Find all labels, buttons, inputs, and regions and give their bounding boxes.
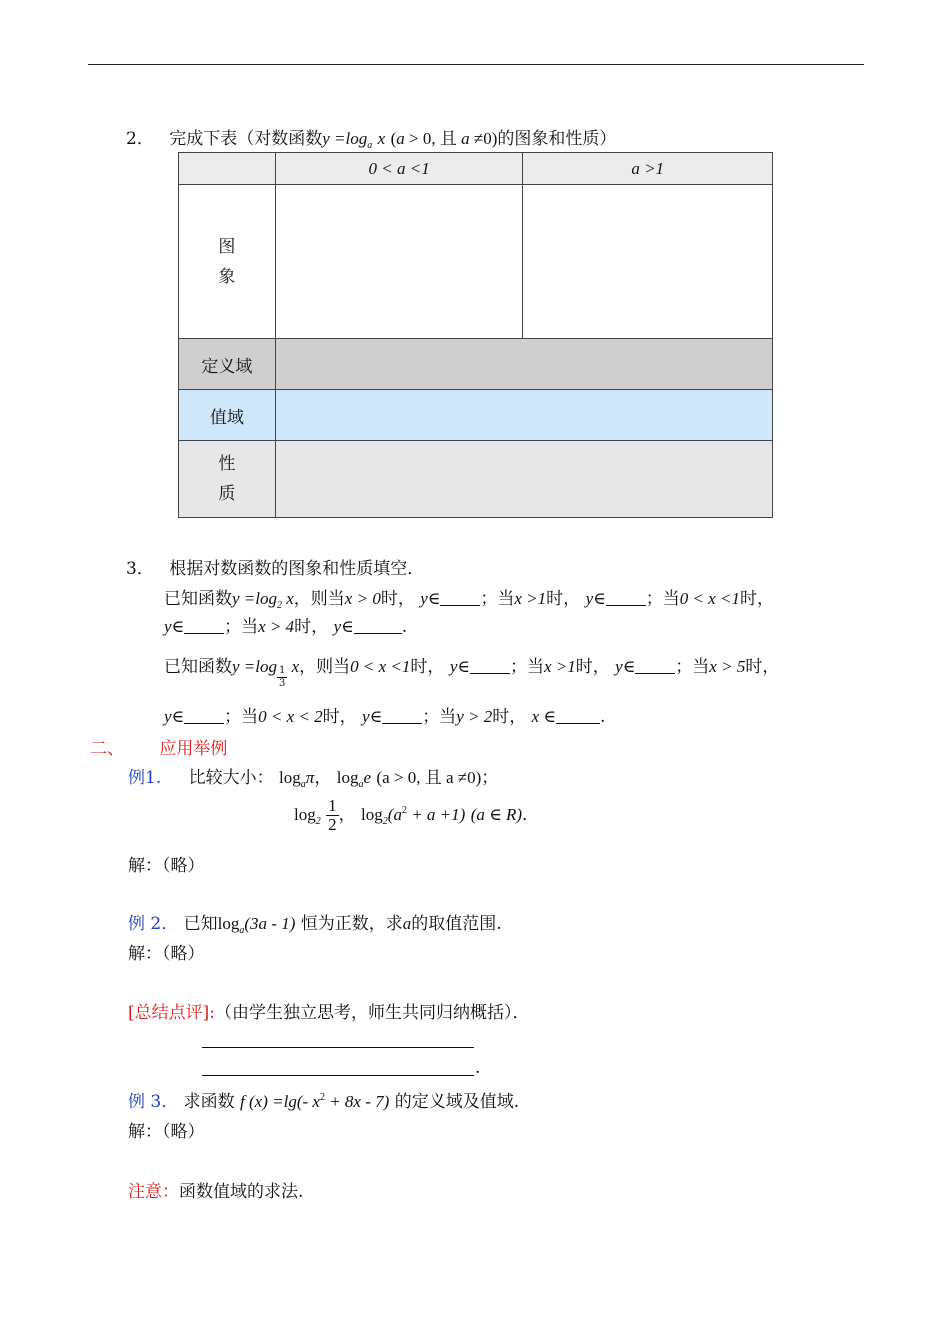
in-symbol: ∈ xyxy=(427,589,441,609)
ex2-solution: 解：（略） xyxy=(128,944,205,964)
q3-l1-cond-3: 0 < x <1 xyxy=(679,589,740,608)
q3-l1-when-2: ；当 xyxy=(480,589,515,609)
in-symbol: ∈ xyxy=(171,707,185,727)
header-blank xyxy=(179,153,276,185)
row-label-domain: 定义域 xyxy=(179,339,276,390)
q3-l4-period: . xyxy=(600,707,606,727)
row-label-props xyxy=(179,441,276,518)
q3-line-4 xyxy=(164,702,605,727)
q2-formula: y =log xyxy=(322,129,368,148)
q3-l3-cond-1: 0 < x <1 xyxy=(350,657,411,676)
ex1-log-2: log xyxy=(336,768,359,787)
answer-blank[interactable] xyxy=(635,659,675,674)
q3-l1-cond-1: x > 0 xyxy=(344,589,381,608)
answer-blank[interactable] xyxy=(354,619,402,634)
q3-l4-shi-2: 时， xyxy=(492,707,527,727)
q3-l3-cond-2: x >1 xyxy=(543,657,576,676)
q3-l1-text-b: ，则当 xyxy=(293,589,345,609)
q3-line-3 xyxy=(164,652,779,690)
answer-blank[interactable] xyxy=(440,591,480,606)
y-symbol: y xyxy=(164,707,172,726)
graph-cell-2[interactable] xyxy=(523,185,773,339)
ex1-log-4: log xyxy=(361,805,383,824)
note-text: 函数值域的求法. xyxy=(179,1182,304,1202)
section-2-title: 应用举例 xyxy=(159,739,228,759)
q3-l3-shi-1: 时， xyxy=(410,657,445,677)
q2-text-b: 的图象和性质） xyxy=(497,129,617,149)
q3-l1-cond-2: x >1 xyxy=(514,589,547,608)
summary-line xyxy=(128,998,530,1023)
ex1-solution: 解：（略） xyxy=(128,856,205,876)
ex1-line-1: 例1. 比较大小： $\log_a\pi$， $\log_ae$ (a > 0, 且 a ≠0)； xyxy=(128,768,499,790)
ex1-line-2: $\log_2$ $\frac{1}{2}$ ， $\log_2(a^2 + a +1)$ (a ∈ R)． xyxy=(294,796,540,834)
q3-title-line xyxy=(126,554,424,579)
answer-blank[interactable] xyxy=(556,709,600,724)
y-symbol: y xyxy=(333,617,342,636)
ex1-frac-den: 2 xyxy=(328,815,337,834)
ex1-fraction xyxy=(326,797,339,834)
ex1-log-4-cond: (a ∈ R) xyxy=(470,805,523,824)
row-label-graph xyxy=(179,185,276,339)
ex2-text-c: 的取值范围. xyxy=(411,914,502,934)
ex2-a: a xyxy=(402,914,412,933)
ex1-log-1: log xyxy=(279,768,301,787)
q2-cond-mid: > 0, 且 xyxy=(404,129,462,148)
ex3-formula: f (x) =lg(- x xyxy=(240,1092,320,1111)
y-symbol: y xyxy=(362,707,370,726)
ex2-log-sub: a xyxy=(239,925,245,936)
ex3-solution: 解：（略） xyxy=(128,1122,205,1142)
graph-cell-1[interactable] xyxy=(275,185,523,339)
ex1-log-4-sup: 2 xyxy=(401,805,407,816)
ex2-text-a: 已知 xyxy=(183,914,218,934)
q2-text-a: 完成下表（对数函数 xyxy=(169,129,323,149)
ex3-text-b: 的定义域及值域. xyxy=(394,1092,520,1112)
q3-l1-shi-2: 时， xyxy=(546,589,581,609)
q2-cond-a2: a xyxy=(461,129,470,148)
q2-line xyxy=(126,124,616,151)
q3-l3-cond-3: x > 5 xyxy=(709,657,746,676)
summary-label: [总结点评]: xyxy=(128,1003,215,1023)
q3-l4-cond-2: y > 2 xyxy=(456,707,493,726)
q3-l2-when: ；当 xyxy=(224,617,259,637)
q2-cond-a1: a xyxy=(396,129,405,148)
row-label-props-2: 质 xyxy=(218,484,236,504)
header-col-1: 0 < a <1 xyxy=(275,153,523,185)
y-symbol: y xyxy=(420,589,428,608)
ex1-log-2-sub: a xyxy=(358,779,364,790)
table-row-domain xyxy=(179,339,773,390)
ex1-log-2-arg: e xyxy=(363,768,371,787)
ex3-line xyxy=(128,1087,519,1112)
in-symbol: ∈ xyxy=(171,617,185,637)
q2-formula-var: x xyxy=(377,129,386,148)
in-symbol: ∈ xyxy=(341,617,354,637)
q3-l3-var: x xyxy=(287,657,300,676)
q3-number: 3． xyxy=(126,559,154,579)
summary-text: （由学生独立思考，师生共同归纳概括）． xyxy=(215,1003,530,1023)
ex1-log-1-arg: π xyxy=(305,768,315,787)
ex1-log-3: log xyxy=(294,805,316,824)
q3-l4-when-2: ；当 xyxy=(422,707,457,727)
section-2-heading xyxy=(90,734,227,759)
x-in-symbol: x ∈ xyxy=(531,707,557,726)
q3-l4-cond-1: 0 < x < 2 xyxy=(258,707,323,726)
ex2-log: log xyxy=(217,914,240,933)
q3-l1-shi-1: 时， xyxy=(380,589,415,609)
q2-number: 2． xyxy=(126,129,154,149)
y-symbol: y xyxy=(615,657,623,676)
q2-formula-sub: a xyxy=(367,140,373,151)
table-row-range xyxy=(179,390,773,441)
note-line xyxy=(128,1177,303,1202)
row-label-props-1: 性 xyxy=(218,454,236,474)
answer-blank[interactable] xyxy=(184,709,224,724)
ex2-line xyxy=(128,909,502,936)
q3-l2-shi: 时， xyxy=(294,617,329,637)
y-symbol: y xyxy=(585,589,594,608)
q3-l3-text-b: ，则当 xyxy=(299,657,351,677)
summary-period: . xyxy=(475,1058,481,1078)
ex1-log-1-sub: a xyxy=(300,779,306,790)
row-label-graph-1: 图 xyxy=(218,236,236,257)
header-rule xyxy=(88,64,864,65)
table-row-props xyxy=(179,441,773,518)
ex3-formula-rest: + 8x - 7) xyxy=(324,1092,390,1111)
summary-answer-line-2[interactable] xyxy=(202,1075,474,1076)
table-row-graph xyxy=(179,185,773,339)
note-label: 注意： xyxy=(128,1182,179,1202)
row-label-range: 值域 xyxy=(179,390,276,441)
q3-l4-shi-1: 时， xyxy=(322,707,357,727)
q3-l1-shi-3: 时， xyxy=(739,589,774,609)
q3-l2-cond: x > 4 xyxy=(258,617,295,636)
q2-cond-end: ≠0) xyxy=(469,129,498,148)
y-symbol: y xyxy=(449,657,458,676)
q3-l1-when-3: ；当 xyxy=(645,589,680,609)
props-cell[interactable] xyxy=(275,441,772,518)
q3-line-1 xyxy=(164,584,774,611)
ex1-log-4-rest: + a +1) xyxy=(406,805,466,824)
q3-l1-var: x xyxy=(282,589,294,608)
ex3-formula-sup: 2 xyxy=(319,1092,325,1103)
in-symbol: ∈ xyxy=(457,657,470,677)
q3-l3-text-a: 已知函数 xyxy=(164,657,232,677)
header-col-2: a >1 xyxy=(523,153,773,185)
ex1-tail: ． xyxy=(522,805,540,825)
in-symbol: ∈ xyxy=(622,657,636,677)
q3-l3-when-3: ；当 xyxy=(675,657,710,677)
q3-l3-formula: y =log xyxy=(232,657,277,676)
q3-line-2 xyxy=(164,612,407,637)
row-label-graph-2: 象 xyxy=(218,266,236,287)
domain-cell[interactable] xyxy=(275,339,772,390)
q3-l3-shi-3: 时， xyxy=(745,657,780,677)
q3-l1-text-a: 已知函数 xyxy=(164,589,232,609)
answer-blank[interactable] xyxy=(470,659,510,674)
ex1-log-4-arg: (a xyxy=(387,805,402,824)
ex2-label: 例 2． xyxy=(128,914,179,934)
answer-blank[interactable] xyxy=(184,619,224,634)
q3-l2-period: . xyxy=(401,617,408,637)
table-header-row xyxy=(179,153,773,185)
range-cell[interactable] xyxy=(275,390,772,441)
q3-l3-when-2: ；当 xyxy=(509,657,544,677)
ex1-frac-num: 1 xyxy=(328,796,337,815)
q3-title: 根据对数函数的图象和性质填空． xyxy=(169,559,425,579)
summary-answer-line-1[interactable] xyxy=(202,1047,474,1048)
section-2-number: 二、 xyxy=(90,739,124,759)
answer-blank[interactable] xyxy=(382,709,422,724)
q3-l3-base-fraction xyxy=(277,665,287,690)
log-properties-table xyxy=(178,152,773,518)
ex1-label: 例1. xyxy=(128,768,162,788)
q3-l3-frac-num: 1 xyxy=(279,665,286,676)
in-symbol: ∈ xyxy=(593,589,606,609)
ex1-log-4-sub: 2 xyxy=(382,816,388,827)
q3-l1-formula: y =log xyxy=(232,589,277,608)
ex1-condition: (a > 0, 且 a ≠0)； xyxy=(376,768,499,787)
q3-l3-frac-den: 3 xyxy=(279,678,286,689)
answer-blank[interactable] xyxy=(606,591,646,606)
ex3-text-a: 求函数 xyxy=(183,1092,235,1112)
q3-l1-sub: 2 xyxy=(277,600,282,611)
ex2-log-arg: (3a - 1) xyxy=(244,914,296,933)
q2-cond-open: ( xyxy=(390,129,397,148)
q3-l4-when-1: ；当 xyxy=(224,707,259,727)
in-symbol: ∈ xyxy=(369,707,383,727)
y-symbol: y xyxy=(164,617,172,636)
ex2-text-b: 恒为正数，求 xyxy=(300,914,403,934)
ex3-label: 例 3． xyxy=(128,1092,179,1112)
ex1-log-3-sub: 2 xyxy=(315,816,321,827)
ex1-text: 比较大小： xyxy=(188,768,274,788)
q3-l3-shi-2: 时， xyxy=(575,657,610,677)
